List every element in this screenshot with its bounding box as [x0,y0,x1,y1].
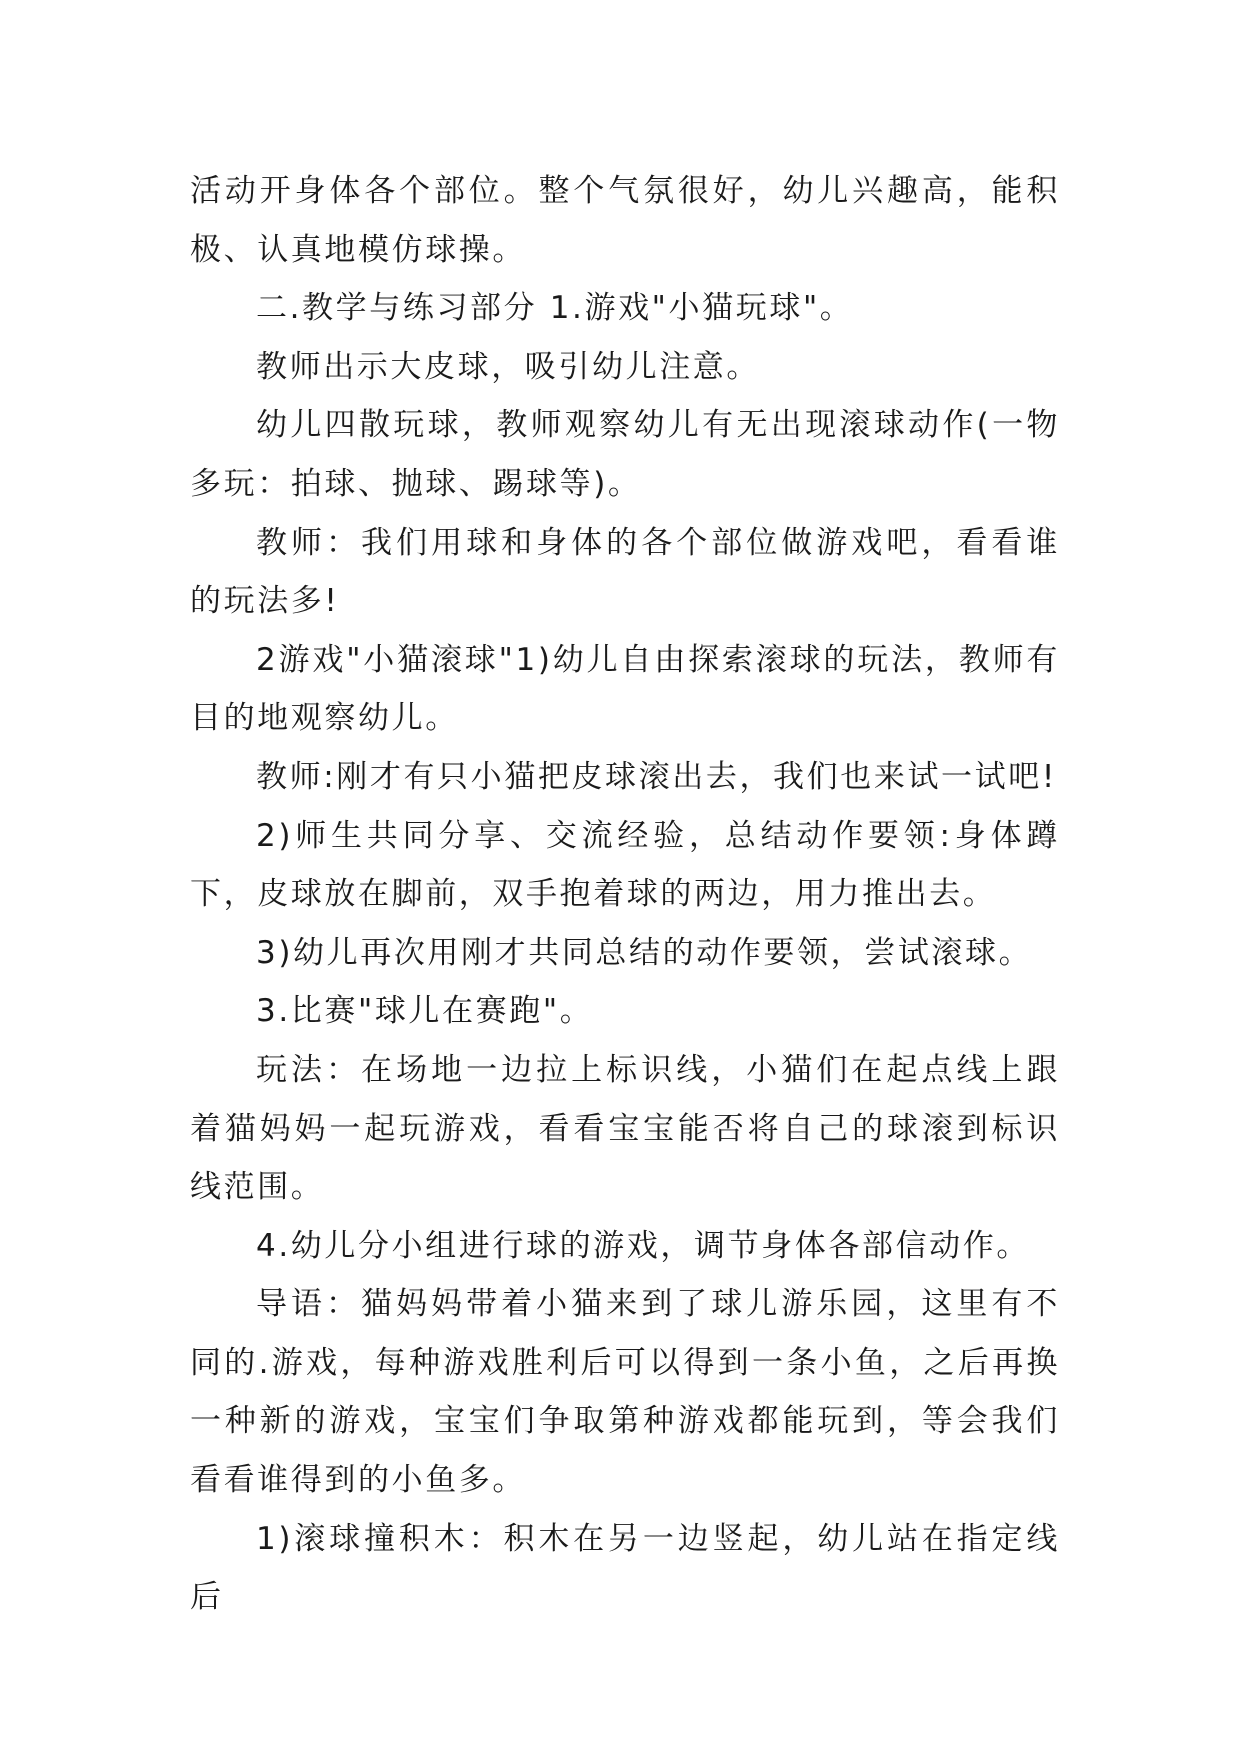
paragraph-12: 4.幼儿分小组进行球的游戏，调节身体各部信动作。 [256,1227,1030,1264]
paragraph-11: 玩法：在场地一边拉上标识线，小猫们在起点线上跟着猫妈妈一起玩游戏，看看宝宝能否将自己的球滚到标识线范围。 [190,1051,1060,1206]
paragraph-6: 2游戏"小猫滚球"1)幼儿自由探索滚球的玩法，教师有目的地观察幼儿。 [190,641,1060,737]
paragraph-10: 3.比赛"球儿在赛跑"。 [256,993,594,1030]
paragraph-13: 导语：猫妈妈带着小猫来到了球儿游乐园，这里有不同的.游戏，每种游戏胜利后可以得到一条小鱼，之后再换一种新的游戏，宝宝们争取第种游戏都能玩到，等会我们看看谁得到的小鱼多。 [190,1286,1060,1499]
paragraph-9: 3)幼儿再次用刚才共同总结的动作要领，尝试滚球。 [256,934,1033,971]
paragraph-1: 活动开身体各个部位。整个气氛很好，幼儿兴趣高，能积极、认真地模仿球操。 [190,173,1060,268]
paragraph-5: 教师：我们用球和身体的各个部位做游戏吧，看看谁的玩法多! [190,524,1060,620]
document-body [190,162,1060,1627]
paragraph-2: 二.教学与练习部分 1.游戏"小猫玩球"。 [256,290,854,327]
paragraph-4: 幼儿四散玩球，教师观察幼儿有无出现滚球动作(一物多玩：拍球、抛球、踢球等)。 [190,407,1060,502]
paragraph-7: 教师:刚才有只小猫把皮球滚出去，我们也来试一试吧! [256,758,1057,795]
paragraph-14: 1)滚球撞积木：积木在另一边竖起，幼儿站在指定线后 [190,1520,1060,1616]
paragraph-3: 教师出示大皮球，吸引幼儿注意。 [256,348,760,385]
paragraph-8: 2)师生共同分享、交流经验，总结动作要领:身体蹲下，皮球放在脚前，双手抱着球的两边，用力推出去。 [190,817,1060,913]
